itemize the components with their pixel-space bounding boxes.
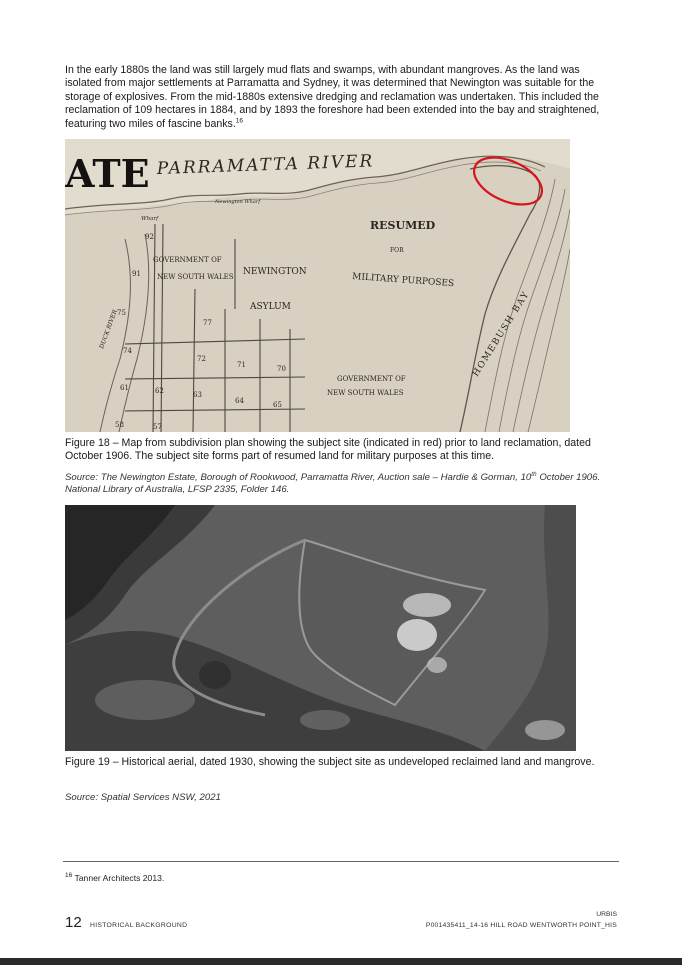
figure-18-map xyxy=(65,139,570,432)
lot-label: 74 xyxy=(123,347,132,355)
asylum-label: ASYLUM xyxy=(250,302,291,312)
lot-label: 62 xyxy=(155,387,164,395)
government-label-2b: NEW SOUTH WALES xyxy=(327,389,404,397)
brand-name: URBIS xyxy=(596,911,617,918)
resumed-label: RESUMED xyxy=(370,219,436,232)
historic-map xyxy=(65,139,570,432)
footnote-number: 16 xyxy=(65,872,73,880)
figure-19-aerial xyxy=(65,505,576,751)
bay-label: HOMEBUSH BAY xyxy=(471,289,532,379)
page-number: 12 xyxy=(65,914,82,931)
newington-label: NEWINGTON xyxy=(243,267,307,277)
military-label: MILITARY PURPOSES xyxy=(351,272,455,290)
lot-label: 77 xyxy=(203,319,212,327)
lot-label: 71 xyxy=(237,361,246,369)
for-label: FOR xyxy=(390,247,404,254)
footnote xyxy=(65,873,164,883)
footnote-text: Tanner Architects 2013. xyxy=(72,873,165,883)
lot-label: 61 xyxy=(120,384,129,392)
aerial-photo xyxy=(65,505,576,751)
wharf-label: Wharf xyxy=(141,216,159,222)
government-label-1a: GOVERNMENT OF xyxy=(153,256,222,264)
lot-label: 63 xyxy=(193,391,202,399)
newington-wharf-label: Newington Wharf xyxy=(215,199,261,205)
project-reference: P0014354​11_14-16 HILL ROAD WENTWORTH POINT_HIS xyxy=(425,922,617,929)
lot-label: 91 xyxy=(132,270,141,278)
lot-label: 75 xyxy=(117,309,126,317)
lot-label: 92 xyxy=(145,233,154,241)
footnote-divider xyxy=(63,861,619,862)
figure-18-caption: Figure 18 – Map from subdivision plan showing the subject site (indicated in red) prior to land reclamation, dated October 1906. The subject site forms part of resumed land for military purposes at this time. xyxy=(65,437,591,463)
government-label-2a: GOVERNMENT OF xyxy=(337,375,406,383)
figure-18-source: Source: The Newington Estate, Borough of Rookwood, Parramatta River, Auction sale – Hardie & Gorman, 10th October 1906. National Library of Australia, LFSP 2335, Folder 146. xyxy=(65,470,601,496)
footnote-reference[interactable]: 16 xyxy=(235,117,243,125)
river-label: PARRAMATTA RIVER xyxy=(156,151,375,179)
lot-label: 70 xyxy=(277,365,286,373)
lot-label: 64 xyxy=(235,397,244,405)
government-label-1b: NEW SOUTH WALES xyxy=(157,273,234,281)
figure-19-caption: Figure 19 – Historical aerial, dated 1930, showing the subject site as undeveloped reclaimed land and mangrove. xyxy=(65,756,595,768)
lot-label: 57 xyxy=(153,423,162,431)
lot-label: 72 xyxy=(197,355,206,363)
section-title: HISTORICAL BACKGROUND xyxy=(90,922,188,929)
duck-river-label: DUCK RIVER xyxy=(98,308,119,350)
body-paragraph xyxy=(65,64,613,131)
figure-19-source: Source: Spatial Services NSW, 2021 xyxy=(65,792,221,803)
lot-label: 58 xyxy=(115,421,124,429)
paragraph-text: In the early 1880s the land was still largely mud flats and swamps, with abundant mangroves. As the land was isolated from major settlements at Parramatta and Sydney, it was determined that Newington was suitable for the storage of explosives. From the mid-1880s extensive dredging and reclamation was undertaken. This included the reclamation of 109 hectares in 1884, and by 1893 the foreshore had been extended into the bay and straightened, featuring two miles of fascine banks. xyxy=(65,64,600,130)
map-title-fragment: ATE xyxy=(65,151,150,196)
lot-label: 65 xyxy=(273,401,282,409)
bottom-bar xyxy=(0,958,682,965)
